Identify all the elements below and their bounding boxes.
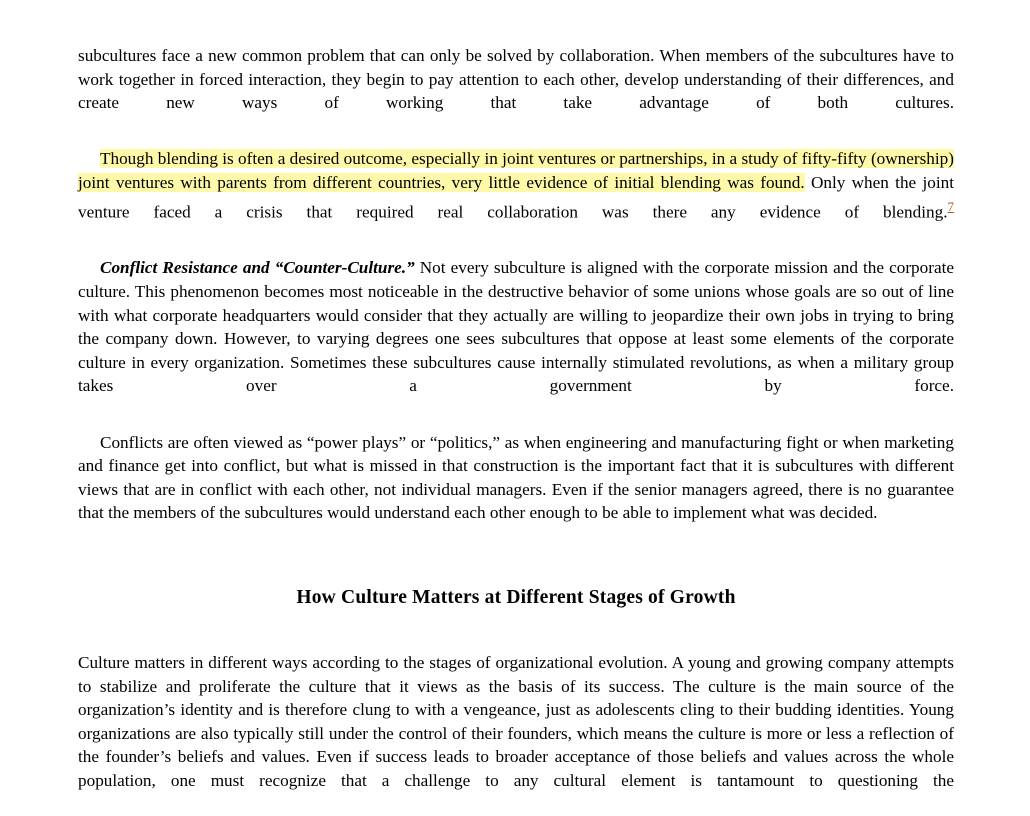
section-heading: How Culture Matters at Different Stages of Growth [296,587,736,609]
paragraph-highlighted-tail: Only when the joint venture faced a crisis that required real collaboration was there any evidence of blending. [78,172,954,222]
run-in-heading: Conflict Resistance and “Counter-Culture.” [100,258,415,278]
highlighted-text[interactable]: Though blending is often a desired outcome, especially in joint ventures or partnerships, in a study of fifty-fifty (ownership) joint ventures with parents from different countries, very little evidence of initial blending was found. [78,149,954,192]
paragraph-conflict-resistance-body: Not every subculture is aligned with the corporate mission and the corporate culture. This phenomenon becomes most noticeable in the destructive behavior of some unions whose goals are so out of line with what corporate headquarters would consider that they actually are willing to jeopardize their own jobs in trying to bring the company down. However, to varying degrees one sees subcultures that oppose at least some elements of the corporate culture in every organization. Sometimes these subcultures cause internally stimulated revolutions, as when a military group takes over a government by force. [78,258,954,396]
paragraph-highlighted [78,147,954,247]
heading-bottom-gap [78,609,954,651]
paragraph-spacer [78,138,954,147]
paragraph-culture-stages: Culture matters in different ways according to the stages of organizational evolution. A young and growing company attempts to stabilize and proliferate the culture that it views as the basis of its success. The culture is the main source of the organization’s identity and is therefore clung to with a vengeance, just as adolescents cling to their budding identities. Young organizations are also typically still under the control of their founders, which means the culture is more or less a reflection of the founder’s beliefs and values. Even if success leads to broader acceptance of those beliefs and values across the whole population, one must recognize that a challenge to any cultural element is tantamount to questioning the [78,653,954,790]
paragraph-conflict-resistance [78,256,954,421]
paragraph-spacer [78,422,954,431]
paragraph-continuation: subcultures face a new common problem that can only be solved by collaboration. When members of the subcultures have to work together in forced interaction, they begin to pay attention to each other, develop understanding of their differences, and create new ways of working that take advantage of both cultures. [78,46,954,113]
footnote-reference-link[interactable]: 7 [947,198,954,214]
paragraph-spacer [78,247,954,256]
paragraph-conflicts: Conflicts are often viewed as “power plays” or “politics,” as when engineering and manufacturing fight or when marketing and finance get into conflict, but what is missed in that construction is the important fact that it is subcultures with different views that are in conflict with each other, not individual managers. Even if the senior managers agreed, there is no guarantee that the members of the subcultures would understand each other enough to be able to implement what was decided. [78,432,954,523]
heading-top-gap [78,525,954,587]
